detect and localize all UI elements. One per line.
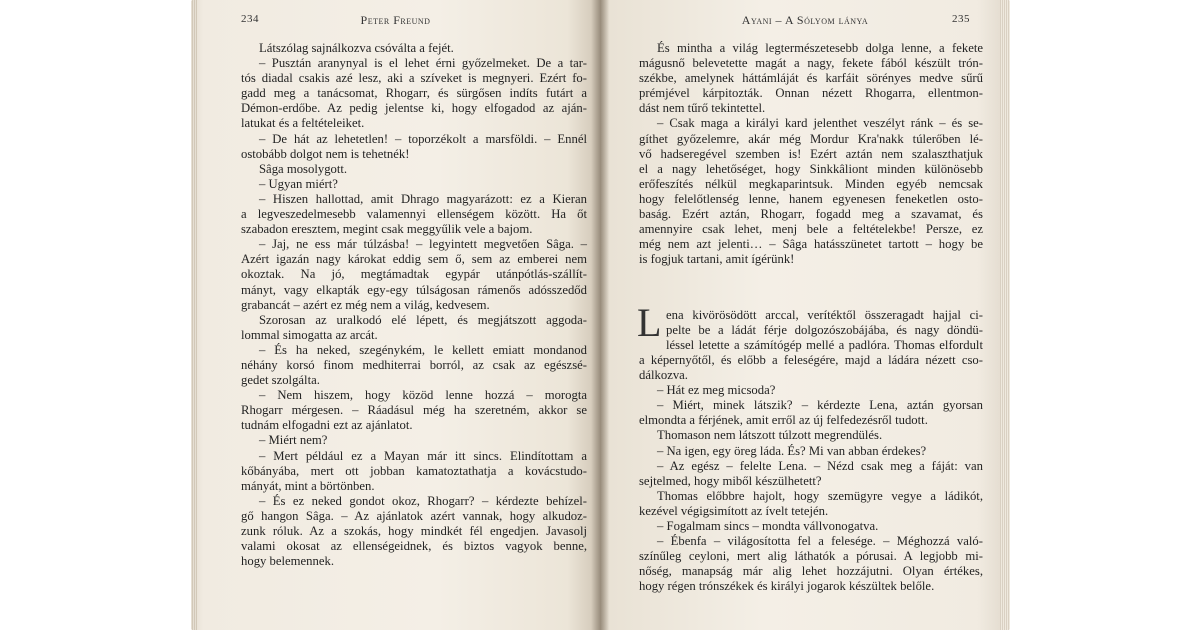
left-page-text bbox=[241, 41, 587, 569]
text-line: – Fogalmam sincs – mondta vállvonogatva. bbox=[657, 519, 879, 534]
right-page bbox=[600, 0, 1010, 630]
text-line: hogy belemennek. bbox=[241, 554, 335, 569]
text-line: ena kivörösödött arccal, verítéktől összeragadt hajjal ci- bbox=[666, 308, 983, 322]
text-line: – Nem hiszem, hogy közöd lenne hozzá – morogta bbox=[259, 388, 587, 403]
text-line: – Ébenfa – világosította fel a felesége. – Méghozzá való- bbox=[657, 534, 983, 549]
text-line: – És ha neked, szegénykém, le kellett emiatt mondanod bbox=[259, 342, 587, 357]
text-line: pelte be a ládát férje dolgozószobájába, és nagy döndü- bbox=[666, 323, 983, 338]
text-line: Látszólag sajnálkozva csóválta a fejét. bbox=[259, 41, 454, 55]
text-line: – Miért nem? bbox=[259, 433, 328, 448]
text-line: – Ugyan miért? bbox=[259, 176, 338, 191]
text-line: még nem azt jelenti… – Sâga hatásszünetet tartott – hogy be bbox=[639, 237, 983, 252]
right-running-head: Ayani – A Sólyom lánya bbox=[741, 13, 869, 27]
right-page-text-bottom bbox=[639, 353, 983, 595]
text-line: gadd meg a tanácsomat, Rhogarr, és sürgősen indíts futárt a bbox=[241, 86, 587, 101]
text-line: mányt, vagy elkapták egy-egy túlságosan rámenős adósszedőd bbox=[241, 282, 587, 297]
text-line: kőbányába, mert ott jobban kamatoztathatja a kovácstudo- bbox=[241, 463, 587, 478]
text-line: latukat és a feltételeiket. bbox=[241, 116, 365, 131]
text-line: dást nem tűrő tekintettel. bbox=[639, 101, 766, 116]
text-line: – Jaj, ne ess már túlzásba! – legyintett megvetően Sâga. – bbox=[259, 237, 587, 252]
text-line: valami okosat az ellenségeidnek, és biztos vagyok benne, bbox=[241, 539, 587, 554]
text-line: vő hadseregével szemben is! Ezért aztán nem szalaszthatjuk bbox=[639, 146, 983, 161]
text-line: a képernyőtől, és előbb a feleségére, majd a ládára nézett cso- bbox=[639, 353, 983, 367]
text-line: – De hát az lehetetlen! – toporzékolt a marsföldi. – Ennél bbox=[259, 131, 587, 146]
text-line: sejtelmed, hogy miből készülhetett? bbox=[639, 473, 822, 488]
text-line: mányát, mint a börtönben. bbox=[241, 478, 375, 493]
text-line: zunk róluk. Az a szokás, hogy mindkét fél engedjen. Javasolj bbox=[241, 524, 587, 538]
text-line: amennyire csak lehet, menj bele a feltételekbe! Persze, ez bbox=[639, 222, 983, 237]
text-line: – Az egész – felelte Lena. – Nézd csak meg a fáját: van bbox=[657, 458, 983, 473]
text-line: – És ez neked gondot okoz, Rhogarr? – kérdezte behízel- bbox=[259, 493, 587, 508]
text-line: hogy felelőtlenség lenne, hanem egyenesen feneketlen osto- bbox=[639, 191, 983, 206]
text-line: a legveszedelmesebb valamennyi ellenségem között. Ha őt bbox=[241, 207, 587, 222]
text-line: grabancát – azért ez még nem a világ, kedvesem. bbox=[241, 297, 490, 312]
text-line: gíthet győzelemre, akár még Mordur Kra'nakk túlerőben lé- bbox=[639, 131, 983, 146]
text-line: baság. Ezért aztán, Rhogarr, fogadd meg a szavamat, és bbox=[639, 207, 983, 222]
text-line: Szorosan az uralkodó elé lépett, és megjátszott aggoda- bbox=[259, 312, 587, 327]
right-page-text-top bbox=[639, 41, 983, 267]
open-book bbox=[191, 0, 1010, 630]
text-line: színűleg ceyloni, mert alig láthatók a pórusai. A legjobb mi- bbox=[639, 549, 983, 564]
text-line: Azért igazán nagy károkat eddig sem ő, sem az emberei nem bbox=[241, 252, 587, 267]
right-page-number: 235 bbox=[952, 13, 970, 25]
page-edge-right bbox=[1000, 0, 1010, 630]
text-line: el a nagy lehetőséget, hogy Sinkkâliont minden különösebb bbox=[639, 161, 983, 176]
text-line: tudnám elfogadni ezt az ajánlatot. bbox=[241, 418, 413, 433]
left-page-number: 234 bbox=[241, 13, 259, 25]
right-page-text-dropcap bbox=[666, 308, 983, 353]
text-line: Thomason nem látszott túlzott megrendülés. bbox=[657, 428, 883, 443]
drop-cap: L bbox=[637, 300, 662, 345]
left-page bbox=[191, 0, 600, 630]
text-line: ostobább dolgot nem is tehetnék! bbox=[241, 146, 410, 161]
text-line: lommal simogatta az arcát. bbox=[241, 327, 378, 342]
left-running-head: Peter Freund bbox=[360, 13, 431, 27]
text-line: is fogjuk tartani, amit ígérünk! bbox=[639, 252, 795, 267]
text-line: székbe, amelynek háttámláját és karfáit sörényes medve sűrű bbox=[639, 71, 983, 86]
text-line: Démon-erdőbe. Az pedig jelentse ki, hogy elfogadod az aján- bbox=[241, 101, 587, 116]
text-line: erőfeszítés nélkül megkaparintsuk. Minden egyéb nemcsak bbox=[639, 176, 983, 191]
text-line: – Mert például ez a Mayan már itt sincs. Elindítottam a bbox=[259, 448, 587, 463]
text-line: – Hiszen hallottad, amit Dhrago magyarázott: ez a Kieran bbox=[259, 191, 587, 206]
text-line: hogy régen trónszékek és királyi jogarok készültek belőle. bbox=[639, 579, 935, 594]
text-line: – Hát ez meg micsoda? bbox=[657, 383, 776, 398]
text-line: És mintha a világ legtermészetesebb dolga lenne, a fekete bbox=[657, 41, 983, 55]
text-line: gedet szolgálta. bbox=[241, 373, 320, 388]
text-line: – Miért, minek látszik? – kérdezte Lena, aztán gyorsan bbox=[657, 398, 983, 413]
text-line: mágusnő belevetette magát a nagy, fekete fából készült trón- bbox=[639, 56, 983, 71]
text-line: kezével végigsimított az ívelt tetején. bbox=[639, 503, 829, 518]
text-line: léssel letette a számítógép mellé a padlóra. Thomas elfordult bbox=[666, 338, 983, 353]
text-line: gő hangon Sâga. – Az ajánlatok azért vannak, hogy alkudoz- bbox=[241, 508, 587, 523]
text-line: dálkozva. bbox=[639, 368, 688, 383]
page-edge-left bbox=[191, 0, 197, 630]
text-line: nőség, manapság már alig lehet hozzájutni. Olyan értékes, bbox=[639, 564, 983, 579]
text-line: – Pusztán aranynyal is el lehet érni győzelmeket. De a tar- bbox=[259, 56, 587, 71]
text-line: okoztak. Na jó, megtámadtak egypár utánpótlás-szállít- bbox=[241, 267, 587, 282]
text-line: elmondta a férjének, amit erről az új felfedezésről tudott. bbox=[639, 413, 928, 428]
text-line: – Csak maga a királyi kard jelenthet veszélyt ránk – és se- bbox=[657, 116, 983, 131]
text-line: néhány korsó finom medhiterrai borról, az csak az egészsé- bbox=[241, 357, 587, 372]
text-line: Sâga mosolygott. bbox=[259, 161, 348, 176]
text-line: szabadon eresztem, megint csak meggyűlik vele a bajom. bbox=[241, 222, 533, 237]
text-line: prémjével kárpitozták. Onnan nézett Rhogarra, ellentmon- bbox=[639, 86, 983, 101]
text-line: tós diadal csakis azé lesz, aki a szíveket is megnyeri. Ezért fo- bbox=[241, 71, 587, 86]
text-line: Rhogarr mérgesen. – Ráadásul még ha szeretném, akkor se bbox=[241, 403, 587, 418]
text-line: Thomas előbbre hajolt, hogy szemügyre vegye a ládikót, bbox=[657, 488, 983, 503]
text-line: – Na igen, egy öreg láda. És? Mi van abban érdekes? bbox=[657, 443, 927, 458]
